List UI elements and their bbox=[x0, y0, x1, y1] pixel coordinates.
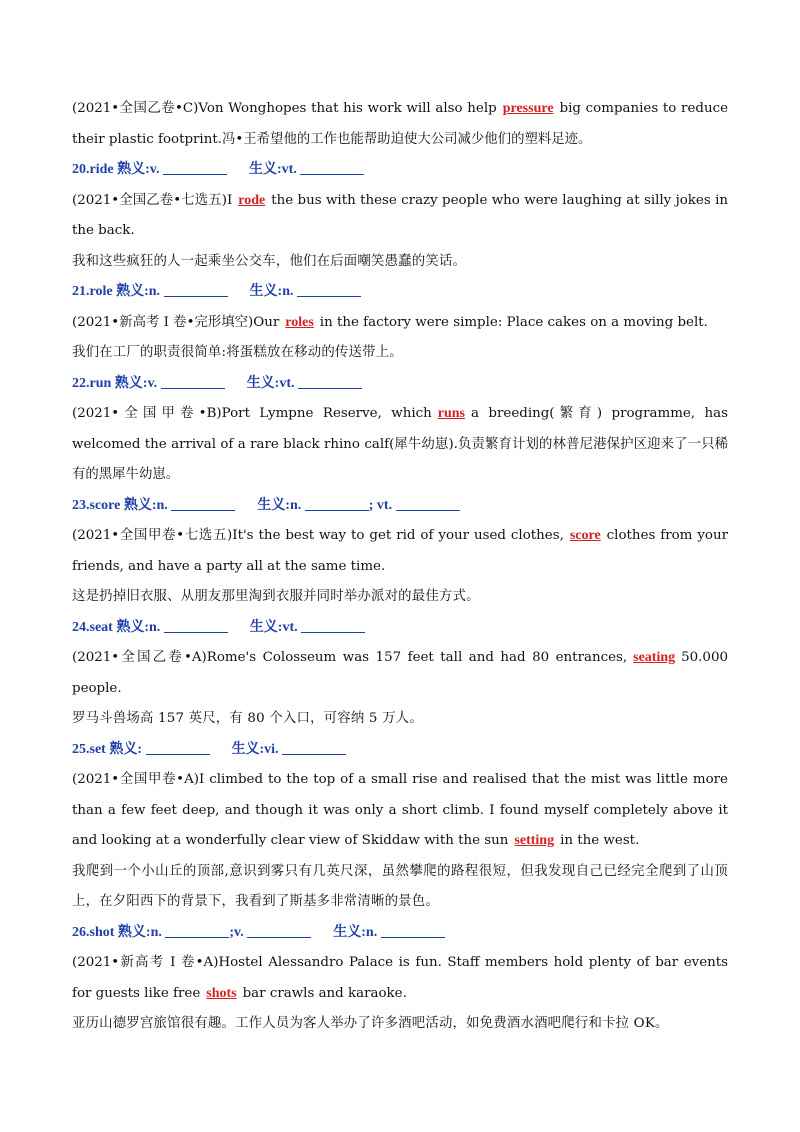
sentence-text: 50.000 people. bbox=[72, 650, 728, 696]
example-sentence bbox=[72, 94, 728, 155]
sentence-text: clothes from your friends, and have a party all at the same time. bbox=[72, 528, 728, 574]
sentence-text: (2021•新高考 I 卷•完形填空)Our bbox=[72, 314, 280, 330]
meaning-label: 生义:n. bbox=[333, 924, 378, 940]
highlighted-keyword: setting bbox=[514, 833, 555, 848]
meaning-label: 生义:vt. bbox=[246, 375, 295, 391]
highlighted-keyword: rode bbox=[238, 192, 266, 208]
chinese-translation: 我爬到一个小山丘的顶部,意识到雾只有几英尺深，虽然攀爬的路程很短，但我发现自己已经完全爬到了山顶上，在夕阳西下的背景下，我看到了斯基多非常清晰的景色。 bbox=[72, 863, 728, 909]
document-page bbox=[72, 94, 728, 1040]
example-sentence bbox=[72, 186, 728, 247]
chinese-translation: 这是扔掉旧衣服、从朋友那里淘到衣服并同时举办派对的最佳方式。 bbox=[72, 589, 480, 604]
meaning-label: 熟义:n. bbox=[116, 619, 161, 635]
meaning-label: 熟义:v. bbox=[114, 375, 158, 391]
highlighted-keyword: seating bbox=[633, 650, 676, 665]
entry-heading bbox=[72, 277, 728, 308]
example-sentence bbox=[72, 643, 728, 704]
entry-word: 24.seat bbox=[72, 619, 113, 635]
entry-word: 23.score bbox=[72, 497, 121, 513]
sentence-text: in the factory were simple: Place cakes on a moving belt. bbox=[319, 314, 708, 330]
entry-heading bbox=[72, 918, 728, 949]
chinese-translation: 我和这些疯狂的人一起乘坐公交车，他们在后面嘲笑愚蠢的笑话。 bbox=[72, 253, 467, 269]
answer-blank[interactable] bbox=[164, 618, 228, 633]
answer-blank[interactable] bbox=[396, 496, 460, 511]
sentence-text: (2021•全国乙卷•A)Rome's Colosseum was 157 feet tall and had 80 entrances, bbox=[72, 650, 628, 665]
entry-heading bbox=[72, 613, 728, 644]
meaning-label: 熟义:v. bbox=[117, 162, 160, 177]
chinese-translation: 我们在工厂的职责很简单:将蛋糕放在移动的传送带上。 bbox=[72, 345, 403, 360]
sentence-text: (2021•全国甲卷•七选五)It's the best way to get rid of your used clothes, bbox=[72, 528, 564, 543]
chinese-translation: 罗马斗兽场高 157 英尺，有 80 个入口，可容纳 5 万人。 bbox=[72, 711, 423, 726]
meaning-label: 生义:vt. bbox=[249, 162, 297, 177]
meaning-label: 生义:vt. bbox=[249, 619, 298, 635]
entry-word: 20.ride bbox=[72, 162, 114, 177]
entry-heading bbox=[72, 155, 728, 186]
answer-blank[interactable] bbox=[171, 496, 235, 511]
meaning-label: 熟义:n. bbox=[116, 284, 161, 299]
sentence-text: big companies to reduce their plastic footprint.冯•王希望他的工作也能帮助迫使大公司减少他们的塑料足迹。 bbox=[72, 101, 728, 147]
entry-word: 22.run bbox=[72, 375, 112, 391]
highlighted-keyword: roles bbox=[285, 314, 314, 330]
sentence-text: bar crawls and karaoke. bbox=[242, 985, 407, 1001]
answer-blank[interactable] bbox=[164, 282, 228, 297]
answer-blank[interactable] bbox=[381, 923, 445, 938]
sentence-text: (2021•全国乙卷•C)Von Wonghopes that his work will also help bbox=[72, 101, 497, 116]
example-sentence bbox=[72, 948, 728, 1009]
entry-heading bbox=[72, 735, 728, 766]
answer-blank[interactable] bbox=[297, 282, 361, 297]
sentence-text: (2021•全国甲卷•A)I climbed to the top of a small rise and realised that the mist was little more than a few feet deep, and though it was only a short climb. I found myself completely above it and looking at a wonderfully clear view of Skiddaw with the sun bbox=[72, 772, 728, 848]
answer-blank[interactable] bbox=[146, 740, 210, 755]
entry-word: 26.shot bbox=[72, 924, 115, 940]
chinese-translation: 亚历山德罗宫旅馆很有趣。工作人员为客人举办了许多酒吧活动，如免费酒水酒吧爬行和卡拉 OK。 bbox=[72, 1016, 669, 1031]
meaning-label: 熟义:n. bbox=[117, 924, 162, 940]
highlighted-keyword: shots bbox=[206, 985, 237, 1001]
example-sentence bbox=[72, 765, 728, 857]
sentence-text: in the west. bbox=[560, 833, 640, 848]
highlighted-keyword: pressure bbox=[502, 101, 554, 116]
answer-blank[interactable] bbox=[305, 496, 369, 511]
example-sentence bbox=[72, 399, 728, 491]
meaning-label: ; vt. bbox=[368, 497, 393, 513]
sentence-text: (2021•新高考 I 卷•A)Hostel Alessandro Palace is fun. Staff members hold plenty of bar events for guests like free bbox=[72, 955, 728, 1001]
meaning-label: 生义:n. bbox=[257, 497, 302, 513]
meaning-label: 生义:n. bbox=[249, 284, 294, 299]
answer-blank[interactable] bbox=[298, 374, 362, 389]
answer-blank[interactable] bbox=[163, 160, 227, 175]
answer-blank[interactable] bbox=[247, 923, 311, 938]
answer-blank[interactable] bbox=[301, 618, 365, 633]
example-sentence bbox=[72, 521, 728, 582]
answer-blank[interactable] bbox=[161, 374, 225, 389]
meaning-label: 熟义: bbox=[109, 741, 142, 757]
example-sentence bbox=[72, 308, 728, 339]
sentence-text: the bus with these crazy people who were laughing at silly jokes in the back. bbox=[72, 192, 728, 238]
answer-blank[interactable] bbox=[282, 740, 346, 755]
answer-blank[interactable] bbox=[165, 923, 229, 938]
entry-word: 25.set bbox=[72, 741, 106, 757]
entry-word: 21.role bbox=[72, 284, 113, 299]
sentence-text: (2021•全国甲卷•B)Port Lympne Reserve, which bbox=[72, 406, 432, 421]
entry-heading bbox=[72, 369, 728, 400]
sentence-text: a breeding(繁育) programme, has welcomed the arrival of a rare black rhino calf(犀牛幼崽).负责繁育计划的林普尼港保护区迎来了一只稀有的黑犀牛幼崽。 bbox=[72, 406, 728, 482]
entry-heading bbox=[72, 491, 728, 522]
meaning-label: 熟义:n. bbox=[123, 497, 168, 513]
meaning-label: 生义:vi. bbox=[231, 741, 279, 757]
sentence-text: (2021•全国乙卷•七选五)I bbox=[72, 192, 233, 208]
highlighted-keyword: runs bbox=[437, 406, 465, 421]
answer-blank[interactable] bbox=[300, 160, 364, 175]
meaning-label: ;v. bbox=[229, 924, 244, 940]
highlighted-keyword: score bbox=[569, 528, 601, 543]
